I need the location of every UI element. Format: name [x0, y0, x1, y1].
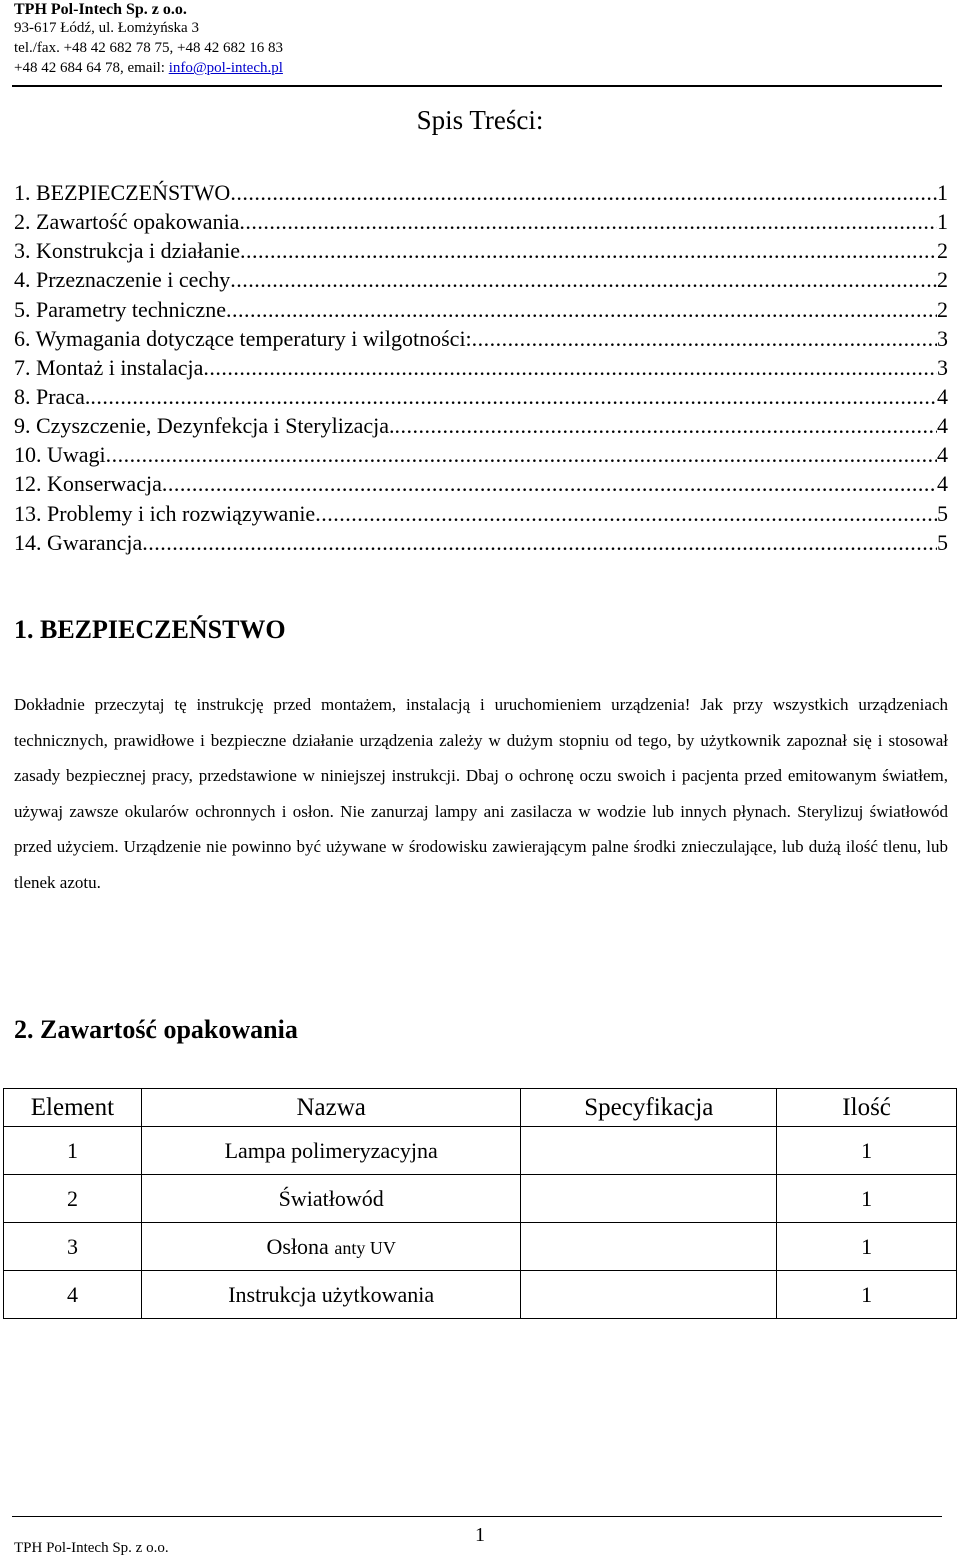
- toc-item-page: 3: [937, 325, 948, 351]
- toc-leader: [142, 528, 937, 557]
- toc-item[interactable]: [14, 382, 948, 411]
- cell-qty: 1: [777, 1271, 957, 1319]
- column-header-qty: Ilość: [777, 1089, 957, 1127]
- cell-name-text: Osłona: [266, 1233, 335, 1259]
- section-heading-contents: 2. Zawartość opakowania: [14, 1015, 298, 1044]
- cell-name: [141, 1271, 521, 1319]
- cell-name-text: Instrukcja użytkowania: [228, 1281, 435, 1307]
- column-header-element: Element: [4, 1089, 142, 1127]
- toc-item-text: 9. Czyszczenie, Dezynfekcja i Sterylizacja.: [14, 413, 395, 439]
- table-row: [4, 1127, 957, 1175]
- toc-item-page: 1: [937, 209, 948, 235]
- toc-leader: [315, 499, 937, 528]
- footer-company: TPH Pol-Intech Sp. z o.o.: [14, 1540, 169, 1556]
- toc-leader: [203, 353, 937, 382]
- cell-name: [141, 1223, 521, 1271]
- toc-item-page: 3: [937, 354, 948, 380]
- toc-leader: [230, 178, 937, 207]
- cell-element: 2: [4, 1175, 142, 1223]
- toc-item[interactable]: [14, 528, 948, 557]
- section-heading-safety: 1. BEZPIECZEŃSTWO: [14, 615, 286, 644]
- toc-item-text: 13. Problemy i ich rozwiązywanie: [14, 500, 316, 526]
- toc-title: Spis Treści:: [416, 105, 544, 135]
- toc-item[interactable]: [14, 236, 948, 265]
- toc-item[interactable]: [14, 295, 948, 324]
- toc-item-text: 3. Konstrukcja i działanie: [14, 238, 241, 264]
- toc-item-page: 5: [937, 529, 948, 555]
- cell-spec: [521, 1127, 777, 1175]
- safety-paragraph: Dokładnie przeczytaj tę instrukcję przed montażem, instalacją i uruchomieniem urządzenia! Jak przy wszystkich urządzeniach technicznych, prawidłowe i bezpieczne działanie urządzenia zależy w dużym stopniu od tego, by użytkownik zapoznał się i stosował zasady bezpiecznej pracy, przedstawione w niniejszej instrukcji. Dbaj o ochronę oczu swoich i pacjenta przed emitowanym światłem, używaj zawsze okularów ochronnych i osłon. Nie zanurzaj lampy ani zasilacza w wodzie lub innych płynach. Sterylizuj światłowód przed użyciem. Urządzenie nie powinno być używane w środowisku zawierającym palne środki znieczulające, lub dużą ilość tlenu, lub tlenek azotu.: [14, 695, 948, 892]
- toc-item[interactable]: [14, 353, 948, 382]
- toc-item-text: 4. Przeznaczenie i cechy: [14, 267, 231, 293]
- cell-name: [141, 1175, 521, 1223]
- toc-leader: [90, 382, 937, 411]
- toc-item-page: 2: [937, 296, 948, 322]
- letterhead-phone-2: +48 42 684 64 78, email:: [14, 60, 169, 76]
- toc-item-text: 6. Wymagania dotyczące temperatury i wilgotności:: [14, 325, 472, 351]
- toc-item-page: 5: [937, 500, 948, 526]
- toc-item-page: 4: [937, 383, 948, 409]
- toc-leader: [230, 265, 937, 294]
- contents-table: [3, 1088, 957, 1319]
- toc-item[interactable]: [14, 440, 948, 469]
- toc-leader: [226, 295, 937, 324]
- cell-element: 1: [4, 1127, 142, 1175]
- toc-item-text: 12. Konserwacja: [14, 471, 162, 497]
- letterhead-contact: [14, 58, 283, 78]
- toc-item-page: 1: [937, 180, 948, 205]
- toc-item[interactable]: [14, 324, 948, 353]
- toc-item[interactable]: [14, 265, 948, 294]
- toc-item-text: 10. Uwagi: [14, 442, 106, 468]
- cell-qty: 1: [777, 1127, 957, 1175]
- column-header-name: Nazwa: [141, 1089, 521, 1127]
- table-row: [4, 1223, 957, 1271]
- cell-qty: 1: [777, 1223, 957, 1271]
- cell-spec: [521, 1271, 777, 1319]
- cell-element: 4: [4, 1271, 142, 1319]
- toc-item-page: 2: [937, 267, 948, 293]
- toc-item-page: 2: [937, 238, 948, 264]
- cell-name-small: anty UV: [334, 1237, 396, 1258]
- toc-item[interactable]: [14, 178, 948, 207]
- toc-leader: [472, 324, 937, 353]
- toc-leader: [239, 207, 937, 236]
- cell-name-text: Lampa polimeryzacyjna: [224, 1137, 438, 1163]
- table-row: [4, 1175, 957, 1223]
- toc-list: [14, 178, 948, 557]
- toc-item-text: 8. Praca.: [14, 383, 91, 409]
- toc-item-page: 4: [937, 442, 948, 468]
- toc-leader: [162, 469, 937, 498]
- cell-qty: 1: [777, 1175, 957, 1223]
- cell-spec: [521, 1175, 777, 1223]
- toc-item[interactable]: [14, 469, 948, 498]
- cell-spec: [521, 1223, 777, 1271]
- page-number: 1: [475, 1524, 485, 1546]
- column-header-spec: Specyfikacja: [521, 1089, 777, 1127]
- letterhead-company: TPH Pol-Intech Sp. z o.o.: [14, 1, 187, 18]
- toc-item-text: 5. Parametry techniczne: [14, 296, 226, 322]
- toc-leader: [395, 411, 937, 440]
- toc-item[interactable]: [14, 499, 948, 528]
- toc-item-page: 4: [937, 413, 948, 439]
- cell-name-text: Światłowód: [278, 1185, 384, 1211]
- table-row: [4, 1271, 957, 1319]
- footer-divider: [12, 1516, 942, 1517]
- table-header-row: [4, 1089, 957, 1127]
- cell-element: 3: [4, 1223, 142, 1271]
- toc-item[interactable]: [14, 411, 948, 440]
- toc-item-page: 4: [937, 471, 948, 497]
- toc-item-text: 7. Montaż i instalacja: [14, 354, 204, 380]
- cell-name: [141, 1127, 521, 1175]
- toc-item-text: 1. BEZPIECZEŃSTWO: [14, 180, 231, 205]
- toc-leader: [240, 236, 937, 265]
- toc-item-text: 2. Zawartość opakowania: [14, 209, 240, 235]
- letterhead-address: 93-617 Łódź, ul. Łomżyńska 3: [14, 20, 199, 36]
- letterhead-phone: tel./fax. +48 42 682 78 75, +48 42 682 16 83: [14, 40, 283, 56]
- email-link[interactable]: info@pol-intech.pl: [168, 60, 283, 76]
- toc-item[interactable]: [14, 207, 948, 236]
- toc-item-text: 14. Gwarancja: [14, 529, 143, 555]
- header-divider: [12, 85, 942, 87]
- toc-leader: [106, 440, 937, 469]
